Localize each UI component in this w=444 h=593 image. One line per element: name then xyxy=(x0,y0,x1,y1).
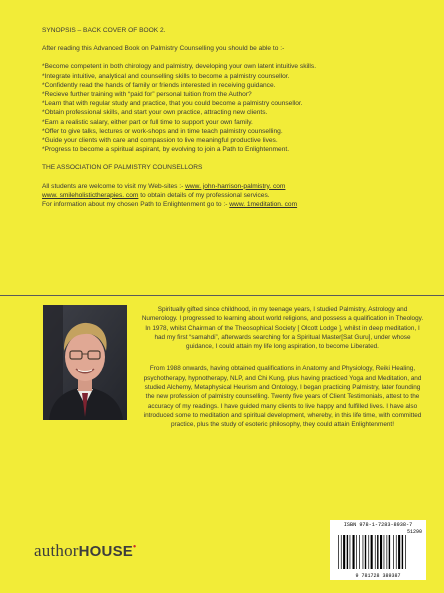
barcode-bar xyxy=(384,535,385,569)
synopsis-intro: After reading this Advanced Book on Palmistry Counselling you should be able to :- xyxy=(42,45,285,53)
synopsis-bullet: *Become competent in both chirology and palmistry, developing your own latent intuitive skills. xyxy=(42,63,317,71)
synopsis-section xyxy=(42,26,412,209)
website-text: All students are welcome to visit my Web-sites :- xyxy=(42,182,186,190)
publisher-name-part2: HOUSE xyxy=(78,543,133,560)
website-line xyxy=(42,182,412,191)
barcode-bar xyxy=(343,535,345,569)
synopsis-bullet: *Earn a realistic salary, either part or full time to support your own family. xyxy=(42,118,253,126)
synopsis-bullet: *Progress to become a spiritual aspirant, by evolving to join a Path to Enlightenment. xyxy=(42,146,290,154)
publisher-logo xyxy=(34,541,136,561)
bio-paragraph: From 1988 onwards, having obtained qualifications in Anatomy and Physiology, Reiki Healing, psychotherapy, hypnotherapy, NLP, and Chi Kung, plus having practiced Yoga and Meditation, and studied Alchemy, Metaphysical Heurism and Ontology, I began practicing Palmistry, later founding the new profession of palmistry counselling. Twenty five years of Client Testimonials, attest to the accuracy of my readings. I have guided many clients to live happy and fulfilled lives. I have also introduced some to meditation and spiritual development, whereby, in this life time, with committed practice, plus the study of esoteric philosophy, they could attain Enlightenment! xyxy=(143,365,422,429)
website-text: For information about my chosen Path to Enlightenment go to :- xyxy=(42,201,230,209)
barcode-bar xyxy=(387,535,388,569)
barcode-bar xyxy=(368,535,369,569)
barcode-price: 51290 xyxy=(406,529,422,535)
publisher-name-part1: author xyxy=(34,541,79,560)
association-heading: THE ASSOCIATION OF PALMISTRY COUNSELLORS xyxy=(42,164,203,172)
website-line xyxy=(42,191,412,200)
barcode-bar xyxy=(359,535,360,569)
synopsis-bullet: *Integrate intuitive, analytical and counselling skills to become a palmistry counsellor. xyxy=(42,72,290,80)
synopsis-bullet: *Offer to give talks, lectures or work-shops and in time teach palmistry counselling. xyxy=(42,127,283,135)
registered-mark-icon: • xyxy=(132,541,137,552)
website-link-meditation[interactable]: www. 1meditation. com xyxy=(229,201,298,209)
synopsis-bullet: *Recieve further training with “paid for” personal tuition from the Author? xyxy=(42,91,252,99)
barcode-bars xyxy=(336,535,422,571)
author-photo xyxy=(43,305,127,420)
barcode-bar xyxy=(402,535,403,569)
barcode-bar xyxy=(405,535,406,569)
synopsis-bullet: *Confidently read the hands of family or friends interested in receiving guidance. xyxy=(42,81,276,89)
barcode-bar xyxy=(375,535,376,569)
barcode-bar xyxy=(389,535,390,569)
barcode-number: 9 781728 389387 xyxy=(355,573,401,579)
isbn-barcode xyxy=(330,520,426,580)
barcode-bar xyxy=(350,535,351,569)
barcode-bar xyxy=(377,535,378,569)
barcode-bar xyxy=(380,535,382,569)
author-bio xyxy=(140,305,425,430)
synopsis-bullet: *Obtain professional skills, and start your own practice, attracting new clients. xyxy=(42,109,268,117)
website-link-holistic[interactable]: www. smileholistictherapies. com xyxy=(42,191,139,199)
barcode-bar xyxy=(356,535,357,569)
website-text: to obtain details of my professional services. xyxy=(138,191,270,199)
barcode-bar xyxy=(393,535,394,569)
barcode-bar xyxy=(338,535,339,569)
synopsis-heading: SYNOPSIS – BACK COVER OF BOOK 2. xyxy=(42,27,166,34)
barcode-bar xyxy=(363,535,364,569)
synopsis-bullet: *Guide your clients with care and compassion to live meaningful productive lives. xyxy=(42,137,278,145)
barcode-bar xyxy=(353,535,355,569)
barcode-bar xyxy=(341,535,342,569)
barcode-bar xyxy=(398,535,400,569)
synopsis-bullet: *Learn that with regular study and practice, that you could become a palmistry counsellor. xyxy=(42,100,303,108)
barcode-bar xyxy=(365,535,366,569)
website-link-palmistry[interactable]: www. john-harrison-palmistry. com xyxy=(185,182,286,190)
isbn-label: ISBN 978-1-7283-8938-7 xyxy=(343,522,413,528)
barcode-bar xyxy=(347,535,348,569)
website-line xyxy=(42,200,412,209)
barcode-bar xyxy=(371,535,373,569)
section-divider xyxy=(0,295,444,296)
bio-paragraph: Spiritually gifted since childhood, in my teenage years, I studied Palmistry, Astrology and Numerology. I progressed to learning about world religions, and possess a qualification in Theology. In 1978, whilst Chairman of the Theosophical Society [ Olcott Lodge ], whilst in deep meditation, I had my first “samahdi”, afterwards searching for a Spiritual Master[Sat Guru], under whose guidance, I could attain my life long aspiration, to become Liberated. xyxy=(141,306,424,351)
barcode-bar xyxy=(396,535,397,569)
